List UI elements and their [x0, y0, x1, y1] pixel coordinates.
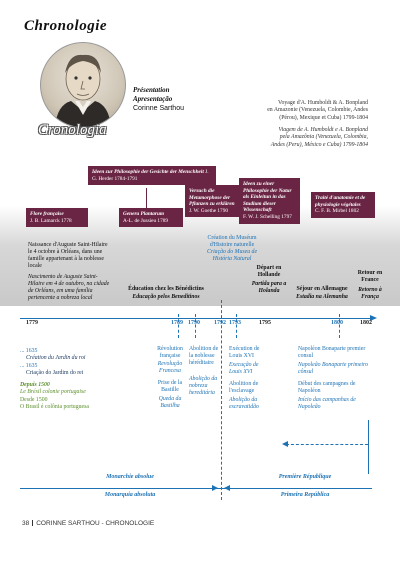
- author-name: Corinne Sarthou: [133, 105, 184, 112]
- page-footer: [22, 520, 154, 527]
- year-1792: 1792: [214, 320, 226, 326]
- box-author: J. G. Herder 1784-1791: [92, 169, 209, 182]
- esclavage-pt: Abolição da escravatidão: [229, 397, 259, 410]
- jardin-year-fr: ... 1635: [20, 348, 38, 354]
- period-dashed-top: [286, 444, 368, 445]
- arrow-right-icon: [212, 485, 218, 491]
- presentation-block: [133, 86, 184, 113]
- box-author: F. W. J. Schelling 1797: [243, 213, 292, 220]
- footer-text: CORINNE SARTHOU - CHRONOLOGIE: [36, 520, 155, 527]
- revolution-fr: Révolution française: [157, 346, 183, 359]
- box-author: J. B. Lamarck 1778: [30, 217, 72, 224]
- box-mirbel: [311, 192, 375, 218]
- bresil-pt: O Brasil é colônia portuguesa: [20, 404, 89, 410]
- title-cronologia: Cronologia: [38, 122, 107, 138]
- timeline-axis: [20, 318, 372, 319]
- year-1802: 1802: [360, 320, 372, 326]
- portrait-image: [40, 42, 126, 128]
- tick-1800: [339, 314, 340, 338]
- presentation-pt: Apresentação: [133, 95, 173, 103]
- quote-line: Viagem de A. Humboldt e A. Bonpland: [278, 127, 368, 133]
- bastille-fr: Prise de la Bastille: [157, 380, 183, 393]
- year-1789: 1789: [171, 320, 183, 326]
- noblesse-pt: Abolição da nobreza hereditária: [189, 376, 218, 396]
- year-1779: 1779: [26, 320, 38, 326]
- jardin-pt: Criação do Jardim do rei: [26, 370, 84, 376]
- quote-humboldt-pt: [208, 127, 368, 149]
- quote-line: en Amazonie (Venezuela, Colombie, Andes: [267, 107, 368, 114]
- box-author: A-L. de Jussieu 1789: [123, 217, 169, 224]
- quote-humboldt-fr: [208, 100, 368, 122]
- jardin-year-pt: ... 1635: [20, 363, 38, 369]
- quote-line: Voyage d'A. Humboldt & A. Bonpland: [278, 100, 368, 106]
- box-schelling: [239, 178, 300, 224]
- bastille-pt: Queda da Bastilha: [158, 396, 182, 409]
- napoleon-fr: Napoléon Bonaparte premier consul: [298, 346, 366, 359]
- holland-pt: Partida para a Holanda: [251, 281, 287, 294]
- year-1795: 1795: [259, 320, 271, 326]
- box-genera: [119, 208, 183, 227]
- louis-pt: Execução de Louis XVI: [229, 362, 259, 375]
- box-title: Traité d'anatomie et de physiologie végétales: [315, 195, 366, 208]
- quote-line: (Pérou), Mexique et Cuba) 1799-1804: [279, 114, 368, 121]
- box-title: Ideen zur Philosophie der Gesichte der Menschheit: [92, 169, 204, 175]
- box-flore: [26, 208, 88, 227]
- germany-fr: Séjour en Allemagne: [296, 286, 348, 292]
- period-republique-pt: Primeira República: [280, 492, 330, 498]
- quote-line: Andes (Peru), México e Cuba) 1799-1804: [270, 141, 368, 148]
- page-number: 38: [22, 520, 30, 527]
- campagnes-fr: Début des campagnes de Napoléon: [298, 381, 356, 394]
- period-monarchie-fr: Monarchie absolue: [106, 474, 154, 480]
- box-title: Genera Plantarum: [123, 211, 165, 217]
- france-fr: Retour en France: [357, 270, 383, 283]
- box-title: Versuch die Metamorphose der Pflanzen zu erklären: [189, 188, 235, 208]
- year-1800: 1800: [331, 320, 343, 326]
- box-title: Ideen zu einer Philosophie der Natur als Einleitun in das Studium dieser Wissenschaft: [243, 181, 292, 214]
- saint-hilaire-fr: Naissance d'Auguste Saint-Hilaire le 4 octobre à Orléans, dans une famille appartenant à la noblesse locale: [28, 242, 108, 269]
- tick-1793: [236, 314, 237, 338]
- box-connector: [146, 188, 147, 208]
- bresil-fr: Le Brésil colonie portugaise: [20, 389, 86, 395]
- arrow-left-icon: [282, 441, 288, 447]
- box-author: C. F. B. Mirbel 1802: [315, 208, 359, 215]
- saint-hilaire-pt: Nascimento de Auguste Saint-Hilaire em 4 de outubro, na cidade de Orléans, em uma família pertencente a nobreza local: [28, 274, 110, 301]
- footer-separator: [32, 520, 33, 526]
- box-goethe: [185, 185, 240, 217]
- museum-fr: Création du Muséum d'Histoire naturelle: [207, 235, 257, 248]
- arrow-left-icon: [224, 485, 230, 491]
- period-divider: [20, 488, 372, 489]
- campagnes-pt: Início das campanhas de Napoleão: [298, 397, 356, 410]
- revolution-pt: Revolução Francesa: [157, 361, 183, 374]
- box-herder: [88, 166, 216, 185]
- tick-1790: [195, 314, 196, 338]
- title-chronologie: Chronologie: [24, 18, 108, 34]
- benedictins-fr: Éducation chez les Bénédictins: [128, 286, 204, 292]
- box-title: Flore française: [30, 211, 64, 217]
- presentation-fr: Présentation: [133, 86, 170, 94]
- benedictins-pt: Educação pelos Beneditinos: [132, 294, 200, 300]
- tick-1789: [178, 314, 179, 338]
- year-1793: 1793: [229, 320, 241, 326]
- tick-right: [368, 420, 369, 474]
- napoleon-pt: Napoleão Bonaparte primeiro cônsul: [298, 362, 368, 375]
- bresil-year-pt: Desde 1500: [20, 397, 48, 403]
- box-author: J. W. Goethe 1790: [189, 207, 228, 214]
- germany-pt: Estadia na Alemanha: [296, 294, 348, 300]
- bresil-year-fr: Depuis 1500: [20, 382, 50, 388]
- period-monarchie-pt: Monarquia absoluta: [104, 492, 156, 498]
- france-pt: Retorno à França: [358, 287, 382, 300]
- louis-fr: Exécution de Louis XVI: [229, 346, 260, 359]
- tick-1792: [221, 300, 222, 500]
- year-1790: 1790: [188, 320, 200, 326]
- holland-fr: Départ en Hollande: [256, 265, 282, 278]
- museum-pt: Criação do Museu de História Natural: [206, 249, 258, 262]
- period-republique-fr: Première République: [278, 474, 332, 480]
- quote-line: pela Amazônia (Venezuela, Colombia,: [279, 134, 368, 141]
- noblesse-fr: Abolition de la noblesse héréditaire: [189, 346, 219, 366]
- jardin-fr: Création du Jardin du roi: [26, 355, 86, 361]
- esclavage-fr: Abolition de l'esclavage: [229, 381, 259, 394]
